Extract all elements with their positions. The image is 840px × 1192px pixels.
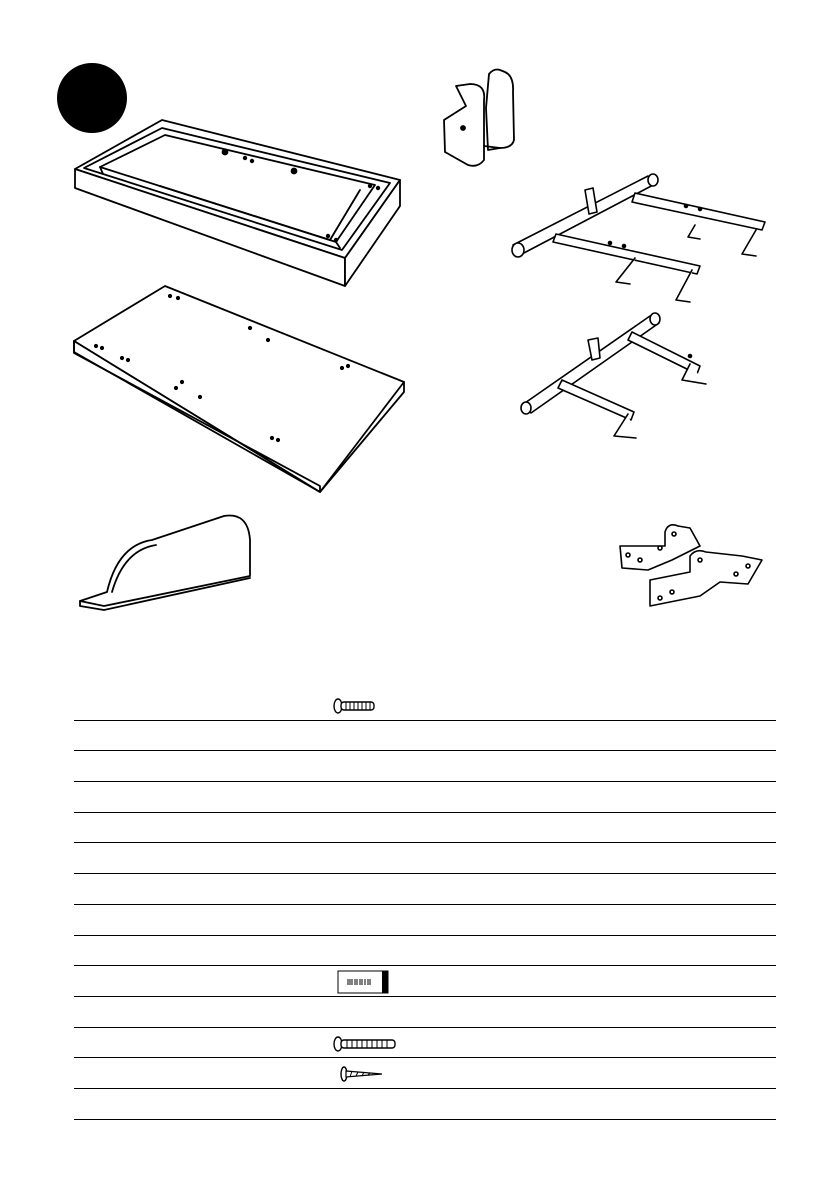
hardware-row <box>74 905 776 936</box>
panel-board-icon <box>74 286 404 492</box>
hardware-row <box>74 690 776 721</box>
hardware-row <box>74 813 776 844</box>
hardware-row <box>74 843 776 874</box>
hardware-row <box>74 936 776 967</box>
bolt-short-icon <box>332 694 402 718</box>
box-frame-icon <box>75 120 400 286</box>
hardware-row <box>74 782 776 813</box>
hardware-row <box>74 751 776 782</box>
hardware-row <box>74 1028 776 1059</box>
step-marker-icon <box>57 63 127 133</box>
hardware-row <box>74 874 776 905</box>
label-sticker-icon <box>332 970 402 994</box>
wood-screw-icon <box>332 1062 402 1086</box>
bolt-long-icon <box>332 1032 402 1056</box>
leg-frame-icon <box>521 313 706 438</box>
hardware-row <box>74 721 776 752</box>
hardware-row <box>74 966 776 997</box>
leg-frame-icon <box>512 174 765 302</box>
hardware-row <box>74 1089 776 1120</box>
clip-bracket-icon <box>444 70 514 166</box>
hardware-row <box>74 997 776 1028</box>
hardware-table <box>74 690 776 1120</box>
curved-panel-icon <box>80 516 250 611</box>
hinge-bracket-icon <box>620 525 762 606</box>
hardware-row <box>74 1058 776 1089</box>
